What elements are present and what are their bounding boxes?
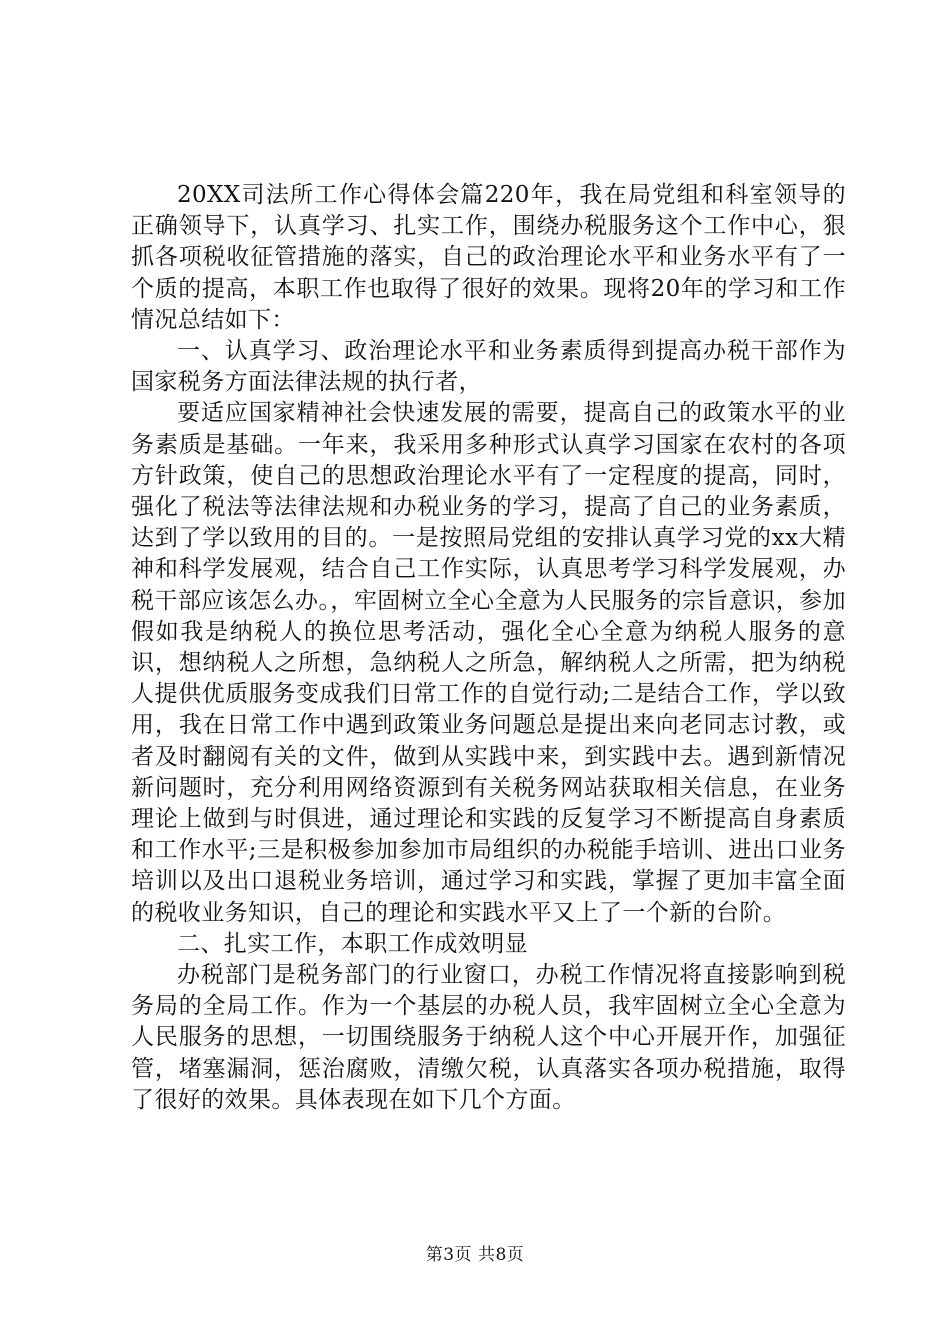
- page-number-footer: 第3页 共8页: [425, 1245, 525, 1265]
- paragraph-work: 办税部门是税务部门的行业窗口，办税工作情况将直接影响到税务局的全局工作。作为一个基层的办税人员，我牢固树立全心全意为人民服务的思想，一切围绕服务于纳税人这个中心开展开作，加强征管，堵塞漏洞，惩治腐败，清缴欠税，认真落实各项办税措施，取得了很好的效果。具体表现在如下几个方面。: [131, 962, 846, 1113]
- heading-section-1: 一、认真学习、政治理论水平和业务素质得到提高办税干部作为国家税务方面法律法规的执行者，: [131, 338, 846, 396]
- heading-section-2: 二、扎实工作，本职工作成效明显: [177, 930, 528, 957]
- paragraph-study: 要适应国家精神社会快速发展的需要，提高自己的政策水平的业务素质是基础。一年来，我采用多种形式认真学习国家在农村的各项方针政策，使自己的思想政治理论水平有了一定程度的提高，同时，强化了税法等法律法规和办税业务的学习，提高了自己的业务素质，达到了学以致用的目的。一是按照局党组的安排认真学习党的xx大精神和科学发展观，结合自己工作实际，认真思考学习科学发展观，办税干部应该怎么办。，牢固树立全心全意为人民服务的宗旨意识，参加假如我是纳税人的换位思考活动，强化全心全意为纳税人服务的意识，想纳税人之所想，急纳税人之所急，解纳税人之所需，把为纳税人提供优质服务变成我们日常工作的自觉行动;二是结合工作，学以致用，我在日常工作中遇到政策业务问题总是提出来向老同志讨教，或者及时翻阅有关的文件，做到从实践中来，到实践中去。遇到新情况新问题时，充分利用网络资源到有关税务网站获取相关信息，在业务理论上做到与时俱进，通过理论和实践的反复学习不断提高自身素质和工作水平;三是积极参加参加市局组织的办税能手培训、进出口业务培训以及出口退税业务培训，通过学习和实践，掌握了更加丰富全面的税收业务知识，自己的理论和实践水平又上了一个新的台阶。: [131, 400, 846, 926]
- paragraph-intro: 20XX司法所工作心得体会篇220年，我在局党组和科室领导的正确领导下，认真学习、扎实工作，围绕办税服务这个工作中心，狠抓各项税收征管措施的落实，自己的政治理论水平和业务水平有了一个质的提高，本职工作也取得了很好的效果。现将20年的学习和工作情况总结如下：: [131, 182, 846, 333]
- document-body: [131, 180, 846, 1116]
